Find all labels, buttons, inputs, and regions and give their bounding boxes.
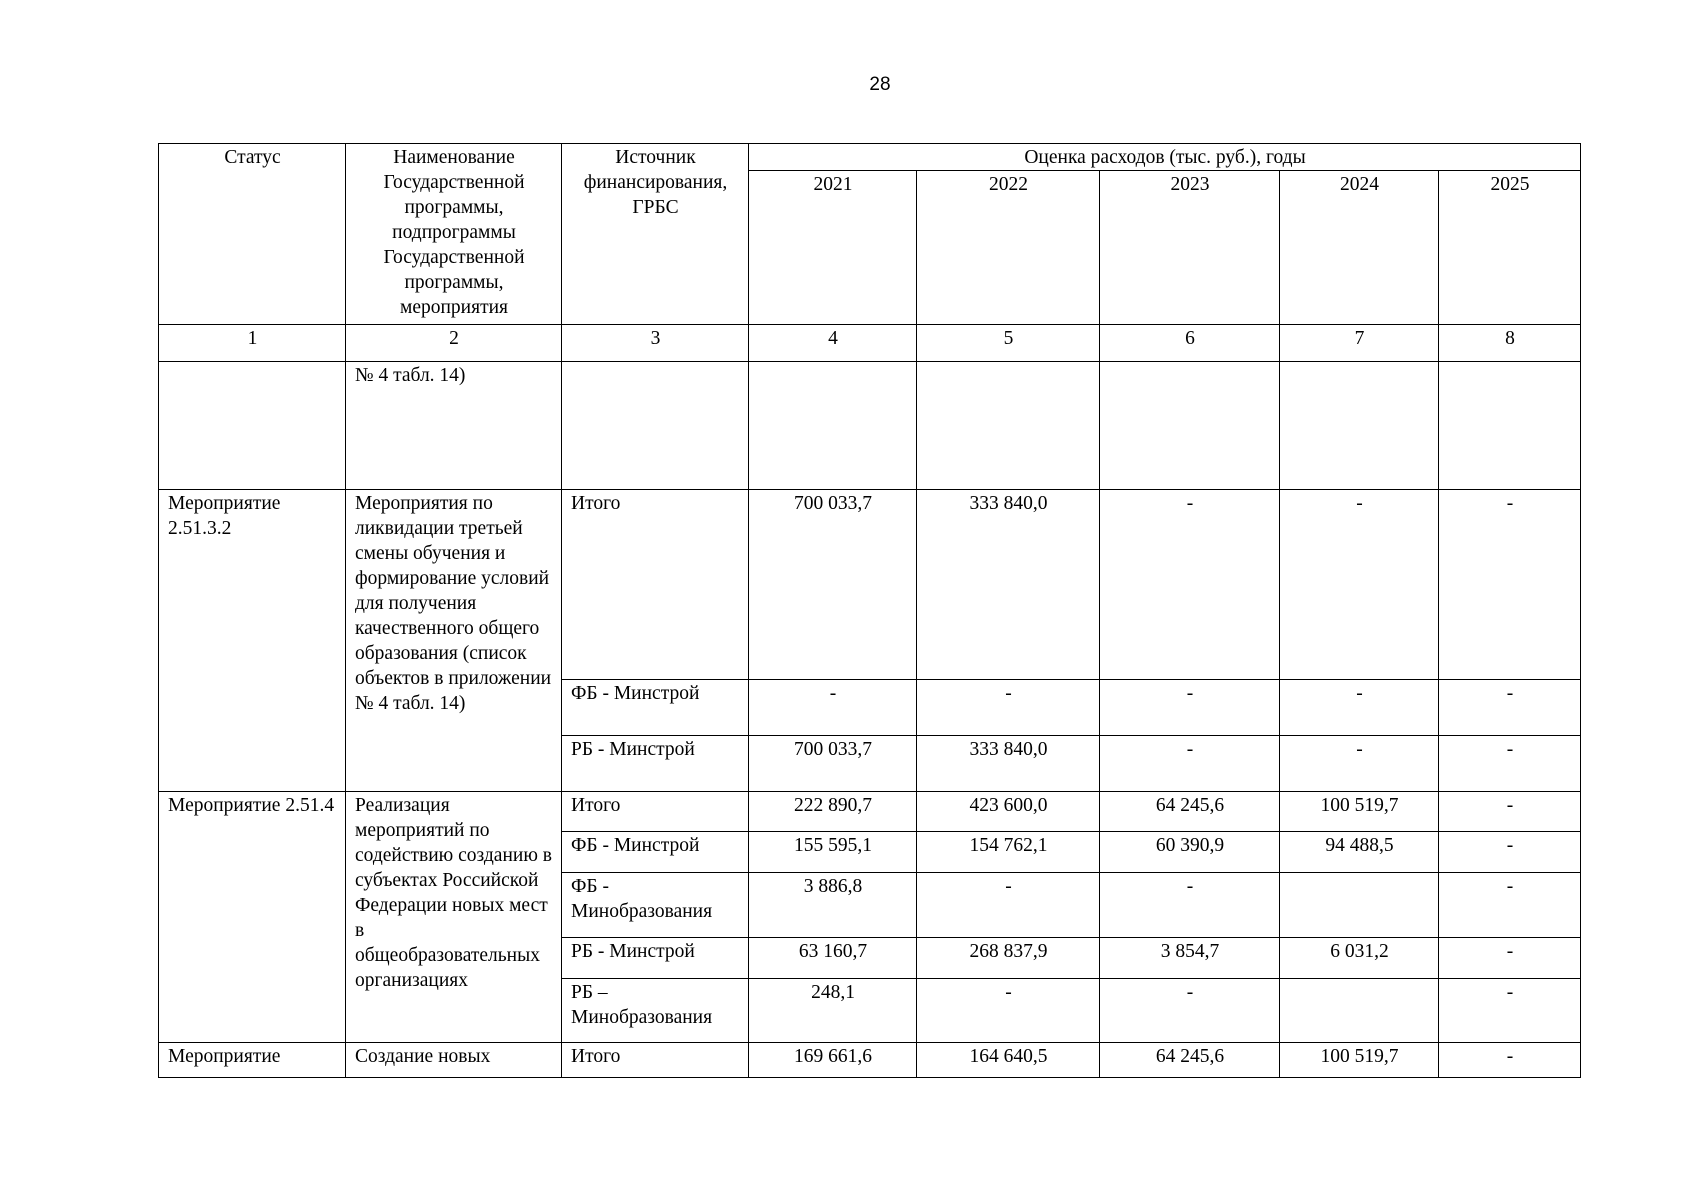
- value-cell: 154 762,1: [917, 832, 1100, 873]
- source-cell: ФБ - Минстрой: [562, 832, 749, 873]
- source-cell: Итого: [562, 490, 749, 680]
- header-name: Наименование Государственной программы, подпрограммы Государственной программы, мероприятия: [346, 144, 562, 325]
- value-cell: -: [1439, 1043, 1581, 1078]
- value-cell: 700 033,7: [749, 490, 917, 680]
- value-cell: 155 595,1: [749, 832, 917, 873]
- source-cell: РБ - Минстрой: [562, 736, 749, 792]
- value-cell: -: [917, 979, 1100, 1043]
- value-cell: 100 519,7: [1280, 1043, 1439, 1078]
- column-number: 2: [346, 325, 562, 362]
- value-cell: -: [749, 680, 917, 736]
- header-status: Статус: [159, 144, 346, 325]
- column-number: 5: [917, 325, 1100, 362]
- value-cell: -: [1439, 832, 1581, 873]
- header-year: 2021: [749, 171, 917, 325]
- table-row: [159, 792, 1581, 832]
- value-cell: [1439, 362, 1581, 490]
- value-cell: -: [1100, 680, 1280, 736]
- source-cell: РБ – Минобразования: [562, 979, 749, 1043]
- value-cell: 333 840,0: [917, 736, 1100, 792]
- value-cell: -: [1439, 873, 1581, 938]
- value-cell: 94 488,5: [1280, 832, 1439, 873]
- value-cell: 3 854,7: [1100, 938, 1280, 979]
- value-cell: [1100, 362, 1280, 490]
- value-cell: 164 640,5: [917, 1043, 1100, 1078]
- value-cell: -: [1439, 792, 1581, 832]
- value-cell: -: [1439, 680, 1581, 736]
- value-cell: -: [1100, 873, 1280, 938]
- value-cell: -: [1100, 736, 1280, 792]
- value-cell: 63 160,7: [749, 938, 917, 979]
- page-number: 28: [869, 74, 891, 95]
- column-number: 6: [1100, 325, 1280, 362]
- source-cell: [562, 362, 749, 490]
- value-cell: -: [1280, 490, 1439, 680]
- column-number: 7: [1280, 325, 1439, 362]
- value-cell: -: [1439, 979, 1581, 1043]
- value-cell: -: [917, 680, 1100, 736]
- value-cell: -: [1280, 736, 1439, 792]
- value-cell: -: [1439, 736, 1581, 792]
- value-cell: 3 886,8: [749, 873, 917, 938]
- value-cell: -: [917, 873, 1100, 938]
- source-cell: РБ - Минстрой: [562, 938, 749, 979]
- header-year: 2023: [1100, 171, 1280, 325]
- table-row: [159, 362, 1581, 490]
- value-cell: [749, 362, 917, 490]
- name-cell: Мероприятия по ликвидации третьей смены обучения и формирование условий для получения качественного общего образования (список объектов в приложении № 4 табл. 14): [346, 490, 562, 792]
- status-cell: Мероприятие 2.51.3.2: [159, 490, 346, 792]
- value-cell: -: [1280, 680, 1439, 736]
- value-cell: 333 840,0: [917, 490, 1100, 680]
- value-cell: 700 033,7: [749, 736, 917, 792]
- value-cell: [1280, 873, 1439, 938]
- column-number: 8: [1439, 325, 1581, 362]
- column-number: 1: [159, 325, 346, 362]
- header-year: 2025: [1439, 171, 1581, 325]
- value-cell: -: [1439, 938, 1581, 979]
- value-cell: -: [1439, 490, 1581, 680]
- header-estimate: Оценка расходов (тыс. руб.), годы: [749, 144, 1581, 171]
- value-cell: [1280, 979, 1439, 1043]
- value-cell: 100 519,7: [1280, 792, 1439, 832]
- status-cell: [159, 362, 346, 490]
- name-cell: Создание новых: [346, 1043, 562, 1078]
- value-cell: 64 245,6: [1100, 1043, 1280, 1078]
- header-source: Источник финансирования, ГРБС: [562, 144, 749, 325]
- header-year: 2022: [917, 171, 1100, 325]
- column-number: 3: [562, 325, 749, 362]
- status-cell: Мероприятие: [159, 1043, 346, 1078]
- header-row: [159, 144, 1581, 171]
- column-numbers-row: [159, 325, 1581, 362]
- name-cell: Реализация мероприятий по содействию созданию в субъектах Российской Федерации новых мест в общеобразовательных организациях: [346, 792, 562, 1043]
- value-cell: [1280, 362, 1439, 490]
- value-cell: -: [1100, 490, 1280, 680]
- value-cell: 423 600,0: [917, 792, 1100, 832]
- value-cell: 6 031,2: [1280, 938, 1439, 979]
- table-row: [159, 490, 1581, 680]
- value-cell: 64 245,6: [1100, 792, 1280, 832]
- column-number: 4: [749, 325, 917, 362]
- source-cell: Итого: [562, 792, 749, 832]
- value-cell: 248,1: [749, 979, 917, 1043]
- value-cell: 268 837,9: [917, 938, 1100, 979]
- name-cell: № 4 табл. 14): [346, 362, 562, 490]
- source-cell: ФБ - Минобразования: [562, 873, 749, 938]
- value-cell: -: [1100, 979, 1280, 1043]
- budget-table: [158, 143, 1581, 1078]
- source-cell: ФБ - Минстрой: [562, 680, 749, 736]
- value-cell: [917, 362, 1100, 490]
- header-year: 2024: [1280, 171, 1439, 325]
- value-cell: 222 890,7: [749, 792, 917, 832]
- source-cell: Итого: [562, 1043, 749, 1078]
- value-cell: 169 661,6: [749, 1043, 917, 1078]
- table-row: [159, 1043, 1581, 1078]
- value-cell: 60 390,9: [1100, 832, 1280, 873]
- status-cell: Мероприятие 2.51.4: [159, 792, 346, 1043]
